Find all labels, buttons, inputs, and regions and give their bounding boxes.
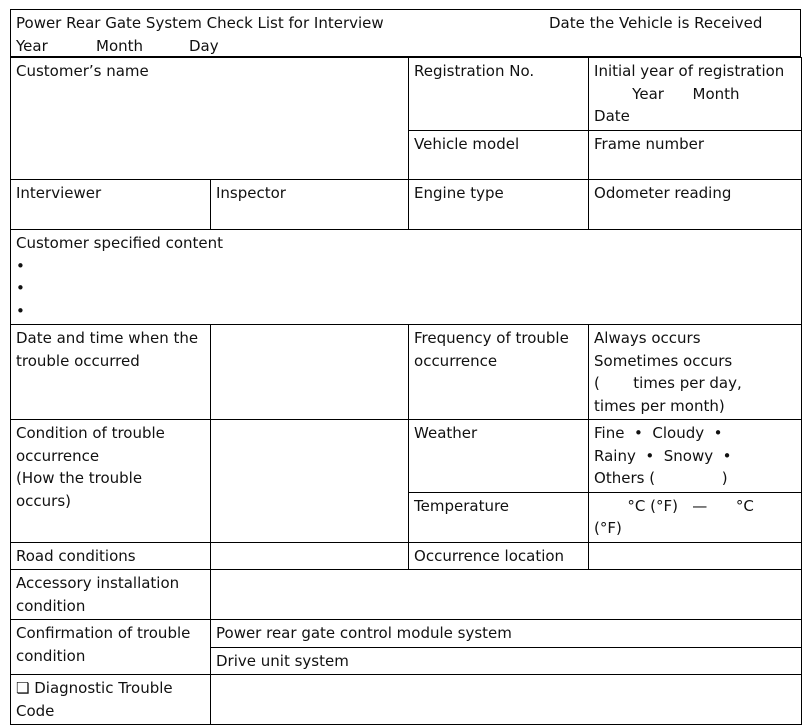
initial-registration-label: Initial year of registration (594, 62, 785, 80)
dtc-label-line-1 (16, 677, 205, 700)
weather-label: Weather (414, 424, 478, 442)
times-per-month-text: times per month) (594, 396, 725, 415)
vehicle-model-cell[interactable] (409, 131, 589, 180)
occurrence-location-label: Occurrence location (414, 546, 565, 565)
registration-no-label: Registration No. (414, 62, 535, 80)
engine-type-label: Engine type (414, 184, 504, 202)
condition-of-trouble-value[interactable] (211, 420, 409, 543)
customer-specified-content-cell[interactable] (11, 230, 802, 325)
check-list-form (10, 9, 801, 720)
condition-label-1: Condition of trouble (16, 424, 165, 442)
sometimes-occurs-option[interactable]: Sometimes occurs (594, 351, 733, 370)
times-per-day-text: ( times per day, (594, 374, 742, 392)
bullet-item: • (16, 301, 25, 320)
form-header (10, 9, 801, 57)
interviewer-label: Interviewer (16, 184, 102, 202)
date-time-trouble-label-1: Date and time when the (16, 329, 199, 347)
accessory-label-1: Accessory installation (16, 574, 180, 592)
frame-number-label: Frame number (594, 135, 705, 153)
occurrence-location-cell (409, 542, 589, 570)
frequency-cell (409, 325, 589, 420)
drive-unit-system-cell[interactable] (211, 647, 802, 675)
customer-specified-content-label: Customer specified content (16, 234, 224, 252)
customer-name-label: Customer’s name (16, 62, 149, 80)
accessory-installation-cell (11, 570, 211, 620)
dtc-label-1: Diagnostic Trouble (34, 679, 173, 697)
weather-options[interactable] (589, 420, 802, 493)
diagnostic-trouble-code-cell (11, 675, 211, 725)
frequency-label-1: Frequency of trouble (414, 329, 569, 347)
temperature-range-line-1: °C (°F) — °C (594, 496, 754, 515)
accessory-installation-value[interactable] (211, 570, 802, 620)
confirmation-label-1: Confirmation of trouble (16, 624, 191, 642)
temperature-value[interactable] (589, 492, 802, 542)
weather-cell (409, 420, 589, 493)
date-time-trouble-label-2: trouble occurred (16, 351, 140, 370)
frame-number-cell[interactable] (589, 131, 802, 180)
odometer-label: Odometer reading (594, 184, 732, 202)
accessory-label-2: condition (16, 596, 86, 615)
always-occurs-option[interactable]: Always occurs (594, 329, 701, 347)
registration-year-label: Year (632, 84, 664, 103)
control-module-system-label: Power rear gate control module system (216, 624, 512, 642)
weather-options-line-1[interactable]: Fine • Cloudy • (594, 424, 723, 442)
temperature-cell (409, 492, 589, 542)
weather-options-line-2[interactable]: Rainy • Snowy • (594, 446, 732, 465)
date-time-trouble-value[interactable] (211, 325, 409, 420)
date-received-label: Date the Vehicle is Received (549, 14, 763, 32)
temperature-range-line-2: (°F) (594, 519, 622, 537)
control-module-system-cell[interactable] (211, 620, 802, 648)
drive-unit-system-label: Drive unit system (216, 651, 349, 670)
road-conditions-value[interactable] (211, 542, 409, 570)
road-conditions-cell (11, 542, 211, 570)
date-time-trouble-cell (11, 325, 211, 420)
inspector-label: Inspector (216, 184, 286, 202)
occurrence-location-value[interactable] (589, 542, 802, 570)
dtc-label-2: Code (16, 701, 55, 720)
interviewer-cell[interactable] (11, 180, 211, 230)
interview-table (10, 57, 802, 725)
temperature-label: Temperature (414, 496, 510, 515)
registration-year-month (594, 83, 796, 106)
odometer-cell[interactable] (589, 180, 802, 230)
bullet-item: • (16, 256, 25, 275)
condition-label-4: occurs) (16, 491, 72, 510)
condition-label-3: (How the trouble (16, 469, 143, 487)
diagnostic-trouble-code-value[interactable] (211, 675, 802, 725)
day-label: Day (189, 37, 219, 55)
frequency-options[interactable] (589, 325, 802, 420)
initial-registration-cell[interactable] (589, 58, 802, 131)
customer-name-cell[interactable] (11, 58, 409, 180)
confirmation-cell (11, 620, 211, 675)
condition-of-trouble-cell (11, 420, 211, 543)
month-label: Month (96, 37, 144, 55)
registration-date-label: Date (594, 107, 630, 125)
weather-options-line-3[interactable]: Others ( ) (594, 469, 728, 487)
condition-label-2: occurrence (16, 446, 100, 465)
bullet-item: • (16, 279, 25, 297)
year-label: Year (16, 37, 48, 55)
inspector-cell[interactable] (211, 180, 409, 230)
engine-type-cell[interactable] (409, 180, 589, 230)
frequency-label-2: occurrence (414, 351, 498, 370)
form-title: Power Rear Gate System Check List for Interview (16, 14, 384, 32)
road-conditions-label: Road conditions (16, 546, 136, 565)
checkbox-icon[interactable]: ❏ (16, 679, 30, 697)
confirmation-label-2: condition (16, 646, 86, 665)
registration-no-cell[interactable] (409, 58, 589, 131)
registration-month-label: Month (692, 84, 740, 103)
vehicle-model-label: Vehicle model (414, 135, 520, 153)
